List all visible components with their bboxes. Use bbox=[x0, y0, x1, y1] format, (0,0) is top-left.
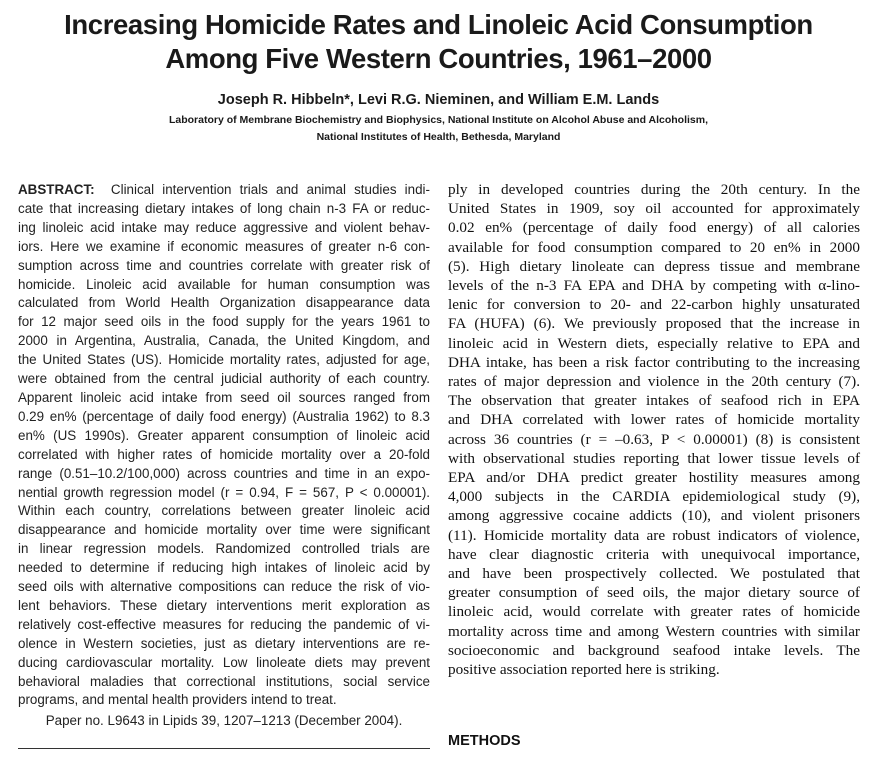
abstract-line: en% (US 1990s). Greater apparent consumption of linoleic acid bbox=[18, 427, 430, 443]
abstract-line: behavioral maladies that correctional institutions, social service bbox=[18, 673, 430, 689]
body-line: rates of major depression and violence in the 20th century (7). bbox=[448, 373, 860, 391]
affiliation-line-1: Laboratory of Membrane Biochemistry and Biophysics, National Institute on Alcohol Abuse and Alcoholism, bbox=[168, 114, 709, 126]
body-text-column bbox=[448, 180, 860, 679]
title-line-1: Increasing Homicide Rates and Linoleic Acid Consumption bbox=[64, 9, 813, 40]
abstract-line: for 12 major seed oils in the food supply for the years 1961 to bbox=[18, 314, 430, 330]
section-heading-methods: METHODS bbox=[448, 733, 521, 749]
abstract-line: ing linoleic acid intake may reduce aggressive and violent behav- bbox=[18, 219, 430, 235]
abstract-line: Apparent linoleic acid intake from seed oil sources ranged from bbox=[18, 389, 430, 405]
title-line-2: Among Five Western Countries, 1961–2000 bbox=[165, 43, 712, 74]
affiliation-line-2: National Institutes of Health, Bethesda, Maryland bbox=[316, 131, 561, 143]
body-line: levels of the n-3 FA EPA and DHA by competing with α-lino- bbox=[448, 277, 860, 295]
abstract-line: the United States (US). Homicide mortality rates, adjusted for age, bbox=[18, 352, 430, 368]
abstract-label: ABSTRACT: bbox=[18, 182, 95, 197]
abstract-line: ducing cardiovascular mortality. Low linoleate diets may prevent bbox=[18, 654, 430, 670]
body-line: EPA and/or DHA predict greater hostility measures among bbox=[448, 469, 860, 487]
body-line: 0.02 en% (percentage of daily food energy) of all calories bbox=[448, 219, 860, 237]
body-line: greater consumption of seed oils, the major dietary source of bbox=[448, 584, 860, 602]
body-line: mortality across time and among Western countries with similar bbox=[448, 622, 860, 640]
paper-title bbox=[0, 8, 877, 76]
abstract-line: lent behaviors. These dietary interventions merit exploration as bbox=[18, 597, 430, 613]
author-list: Joseph R. Hibbeln*, Levi R.G. Nieminen, and William E.M. Lands bbox=[217, 92, 660, 108]
abstract-line: range (0.51–10.2/100,000) across countries and time in an expo- bbox=[18, 465, 430, 481]
abstract-line: in linear regression models. Randomized controlled trials are bbox=[18, 541, 430, 557]
body-line: and have been prospectively collected. We postulated that bbox=[448, 565, 860, 583]
body-line: The observation that greater intakes of seafood rich in EPA bbox=[448, 392, 860, 410]
body-line: DHA intake, has been a risk factor contributing to the increasing bbox=[448, 353, 860, 371]
abstract-line: cate that increasing dietary intakes of long chain n-3 FA or reduc- bbox=[18, 200, 430, 216]
abstract-line: iors. Here we examine if economic measures of greater n-6 con- bbox=[18, 238, 430, 254]
abstract-line: relatively cost-effective measures for reducing the pandemic of vi- bbox=[18, 616, 430, 632]
body-line: have clear diagnostic criteria with unequivocal importance, bbox=[448, 545, 860, 563]
abstract-line: sumption across time and countries correlate with greater risk of bbox=[18, 257, 430, 273]
abstract-line: programs, and mental health providers intend to treat. bbox=[18, 692, 337, 708]
abstract-line: seed oils with alternative compositions can reduce the risk of vio- bbox=[18, 579, 430, 595]
abstract bbox=[18, 181, 430, 710]
abstract-line: 0.29 en% (percentage of daily food energy) (Australia 1962) to 8.3 bbox=[18, 408, 430, 424]
body-line: (11). Homicide mortality data are robust indicators of violence, bbox=[448, 526, 860, 544]
paper-citation-note: Paper no. L9643 in Lipids 39, 1207–1213 (December 2004). bbox=[45, 713, 403, 728]
body-line: 4,000 subjects in the CARDIA epidemiological study (9), bbox=[448, 488, 860, 506]
abstract-line: nential growth regression model (r = 0.94, F = 567, P < 0.00001). bbox=[18, 484, 430, 500]
body-line: FA (HUFA) (6). We previously proposed that the increase in bbox=[448, 315, 860, 333]
body-line: (5). High dietary linoleate can depress tissue and membrane bbox=[448, 257, 860, 275]
body-line: with observational studies reporting that lower tissue levels of bbox=[448, 449, 860, 467]
body-line: linoleic acid in Western diets, especially relative to EPA and bbox=[448, 334, 860, 352]
body-line: ply in developed countries during the 20th century. In the bbox=[448, 181, 860, 198]
abstract-line: olence in Western societies, just as dietary interventions are re- bbox=[18, 635, 430, 651]
abstract-line: Within each country, correlations between greater linoleic acid bbox=[18, 503, 430, 519]
abstract-line: 2000 in Argentina, Australia, Canada, the United Kingdom, and bbox=[18, 333, 430, 349]
body-line: positive association reported here is striking. bbox=[448, 661, 720, 679]
body-line: among aggressive cocaine addicts (10), and violent prisoners bbox=[448, 507, 860, 525]
body-line: lenic for conversion to 20- and 22-carbon highly unsaturated bbox=[448, 296, 860, 314]
footnote-divider bbox=[18, 748, 430, 749]
body-line: United States in 1909, soy oil accounted for approximately bbox=[448, 200, 860, 218]
abstract-line: correlated with higher rates of homicide mortality over a 20-fold bbox=[18, 446, 430, 462]
body-line: and DHA correlated with lower rates of homicide mortality bbox=[448, 411, 860, 429]
abstract-line: homicide. Linoleic acid available for human consumption was bbox=[18, 276, 430, 292]
abstract-line: disappearance and homicide mortality over time were significant bbox=[18, 522, 430, 538]
abstract-line: ABSTRACT: Clinical intervention trials and animal studies indi- bbox=[18, 182, 430, 197]
body-line: across 36 countries (r = –0.63, P < 0.00001) (8) is consistent bbox=[448, 430, 860, 448]
abstract-line: were obtained from the central judicial authority of each country. bbox=[18, 371, 430, 387]
abstract-line: calculated from World Health Organization disappearance data bbox=[18, 295, 430, 311]
body-line: linoleic acid, would correlate with greater rates of homicide bbox=[448, 603, 860, 621]
abstract-line: needed to determine if reducing high intakes of linoleic acid by bbox=[18, 560, 430, 576]
body-line: available for food consumption compared to 20 en% in 2000 bbox=[448, 238, 860, 256]
affiliation bbox=[0, 112, 877, 146]
body-line: socioeconomic and background seafood intake levels. The bbox=[448, 641, 860, 659]
